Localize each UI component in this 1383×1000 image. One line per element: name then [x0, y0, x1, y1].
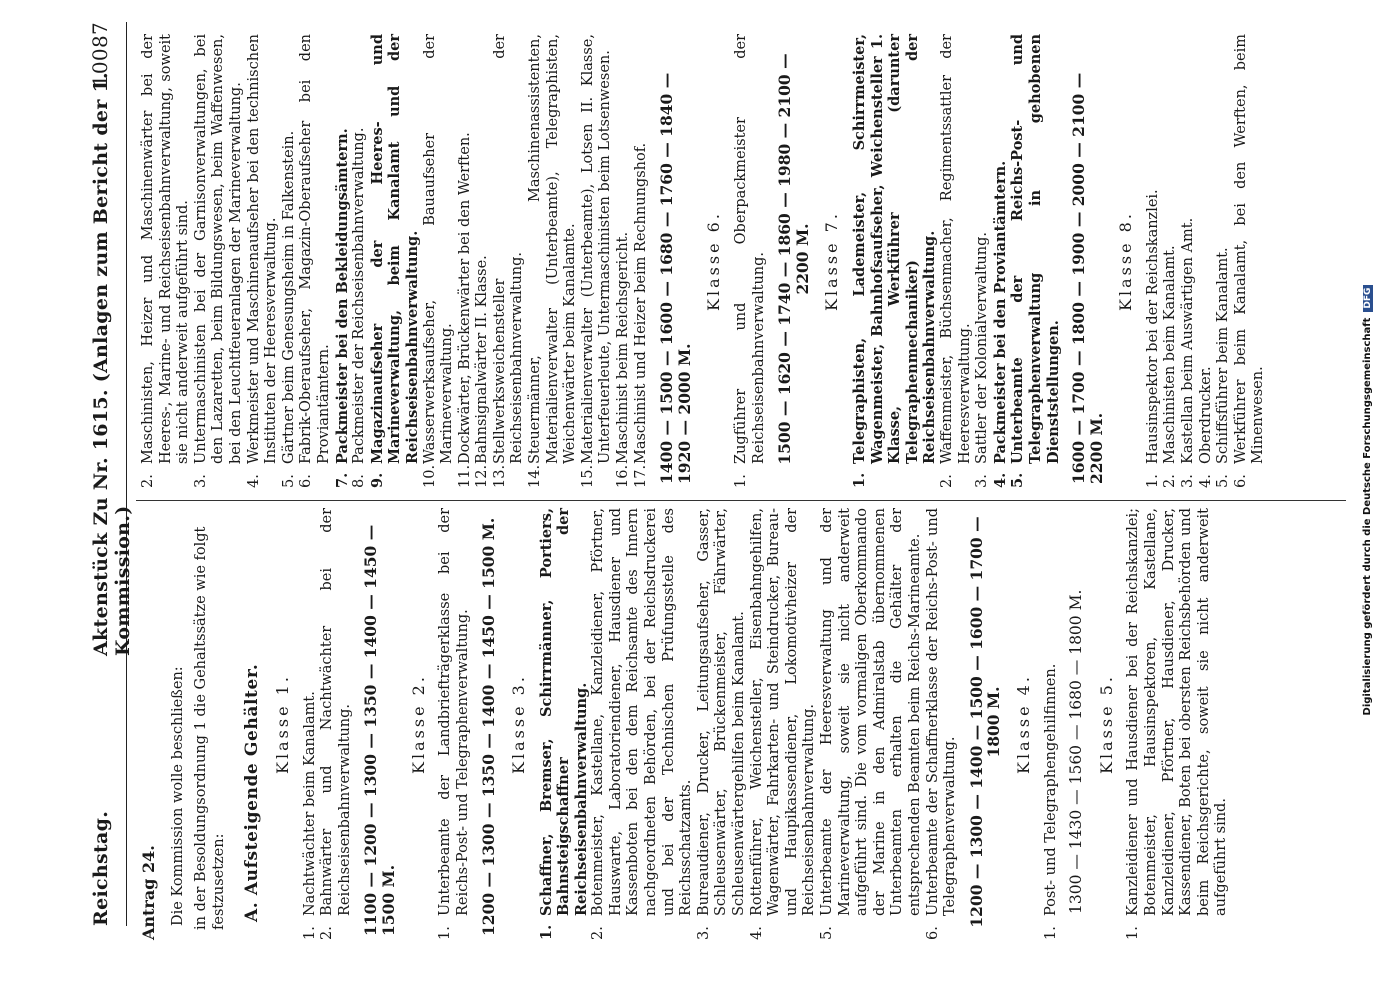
- list-item: 14. Steuermänner, Maschinenassistenten, Materialienverwalter (Unterbeamte), Telegraphisten, Weichenwärter beim Kanalamte.: [527, 34, 579, 488]
- list-item: 1. Zugführer und Oberpackmeister der Reichseisenbahnverwaltung.: [733, 34, 767, 488]
- column-divider: [136, 500, 1346, 501]
- list-item: 6. Werkführer beim Kanalamt, bei den Werften, beim Minenwesen.: [1232, 34, 1267, 488]
- dfg-logo: DFG: [1363, 285, 1373, 312]
- list-item: 15. Materialienverwalter (Unterbeamte), Lotsen II. Klasse, Unterfeuerleute, Untermaschinisten beim Lotsenwesen.: [579, 34, 614, 488]
- klasse-heading: Klasse 4.: [1013, 674, 1033, 774]
- list-item: 3. Untermaschinisten bei der Garnisonverwaltungen, bei den Lazaretten, beim Bildungswesen, beim Waffenwesen, bei den Leuchtfeueranlagen der Marineverwaltung.: [192, 34, 244, 488]
- list-item: 11. Dockwärter, Brückenwärter bei den Werften.: [456, 132, 473, 488]
- klasse-heading: Klasse 2.: [408, 674, 428, 774]
- list-item: 3. Bureaudiener, Drucker, Leitungsaufseher, Gasser, Schleusenwärter, Brückenmeister, Fährwärter, Schleusenwärtergehilfen beim Kanalamt.: [695, 508, 748, 940]
- klasse-heading: Klasse 1.: [272, 674, 292, 774]
- salary-scale: 1600 — 1700 — 1800 — 1900 — 2000 — 2100 — 2200 M.: [1069, 72, 1106, 484]
- page-header: [82, 22, 134, 926]
- list-item: 2. Bahnwärter und Nachtwächter bei der Reichseisenbahnverwaltung.: [319, 508, 353, 940]
- klasse-heading: Klasse 5.: [1096, 674, 1116, 774]
- list-item: 9. Magazinaufseher der Heeres- und Marineverwaltung, beim Kanalamt und der Reichseisenbahnverwaltung.: [368, 34, 421, 488]
- list-item: 1. Post- und Telegraphengehilfinnen.: [1042, 663, 1059, 940]
- salary-scale: 1200 — 1300 — 1400 — 1500 — 1600 — 1700 — 1800 M.: [966, 516, 1004, 928]
- list-item: 1. Nachtwächter beim Kanalamt.: [301, 691, 318, 940]
- klasse-heading: Klasse 3.: [508, 674, 528, 774]
- header-left: Reichstag.: [90, 810, 112, 926]
- list-item: 17. Maschinist und Heizer beim Rechnungshof.: [632, 142, 649, 488]
- list-item: 12. Bahnsignalwärter II. Klasse.: [474, 255, 491, 488]
- list-item: 4. Oberdrucker.: [1197, 366, 1214, 488]
- antrag-heading: Antrag 24.: [139, 845, 158, 940]
- list-item: 8. Packmeister der Reichseisenbahnverwaltung.: [351, 127, 368, 488]
- list-item: 2. Waffenmeister, Büchsenmacher, Regimentssattler der Heeresverwaltung.: [938, 34, 973, 488]
- section-heading: A. Aufsteigende Gehälter.: [242, 663, 263, 922]
- salary-scale: 1200 — 1300 — 1350 — 1400 — 1450 — 1500 M.: [479, 517, 499, 936]
- klasse-8-list: [1145, 34, 1268, 488]
- klasse-heading: Klasse 6.: [704, 211, 724, 311]
- list-item: 5. Unterbeamte der Heeresverwaltung und der Marineverwaltung, soweit sie nicht anderweit aufgeführt sind. Die vom vormaligen Oberkommando der Marine in den Admiralstab übernommenen Unterbeamten erhalten die Gehälter der entsprechenden Beamten beim Reichs-Marineamte.: [819, 508, 923, 940]
- right-column: [140, 34, 1268, 488]
- list-item: 1. Kanzleidiener und Hausdiener bei der Reichskanzlei; Botenmeister, Hausinspektoren, Kastellane, Kanzleidiener, Pförtner, Hausdiener, Drucker, Kassendiener, Boten bei obersten Reichsbehörden und beim Reichsgerichte, soweit sie nicht anderweit aufgeführt sind.: [1125, 508, 1230, 940]
- list-item: 6. Fabrik-Oberaufseher, Magazin-Oberaufseher bei den Proviantämtern.: [298, 34, 332, 488]
- list-item: 4. Packmeister bei den Proviantämtern.: [991, 160, 1009, 488]
- list-item: 10. Wasserwerksaufseher, Bauaufseher der Marineverwaltung.: [421, 34, 456, 488]
- klasse-7-list: [851, 34, 1062, 488]
- continued-list: [140, 34, 650, 488]
- page-number: 10087: [88, 22, 112, 88]
- list-item: 2. Maschinisten beim Kanalamt.: [1162, 245, 1179, 488]
- list-item: 3. Sattler der Kolonialverwaltung.: [974, 232, 991, 488]
- salary-scale: 1500 — 1620 — 1740 — 1860 — 1980 — 2100 — 2200 M.: [775, 53, 812, 465]
- list-item: 4. Rottenführer, Weichensteller, Eisenbahngehilfen, Wagenwärter, Fahrkarten- und Steindrucker, Bureau- und Haupikassendiener, Lokomotivheizer der Reichseisenbahnverwaltung.: [748, 508, 818, 940]
- list-item: 1. Hausinspektor bei der Reichskanzlei.: [1144, 189, 1161, 488]
- intro-text: Die Kommission wolle beschließen:: [169, 666, 186, 926]
- list-item: 2. Botenmeister, Kastellane, Kanzleidiener, Pförtner, Hauswarte, Laboratoriendiener, Hausdiener und Kassenboten bei den dem Reichsamte des Innern nachgeordneten Behörden, bei der Reichsdruckerei und bei der Technischen Prüfungsstelle des Reichsschatzamts.: [590, 508, 695, 940]
- intro-text-2: in der Besoldungsordnung 1 die Gehaltssätze wie folgt festzusetzen:: [193, 526, 227, 930]
- salary-scale: 1400 — 1500 — 1600 — 1680 — 1760 — 1840 — 1920 — 2000 M.: [657, 72, 694, 484]
- digitization-credit: Digitalisierung gefördert durch die Deutsche ForschungsgemeinschaftDFG: [1362, 0, 1373, 1000]
- list-item: 4. Werkmeister und Maschinenaufseher bei den technischen Instituten der Heeresverwaltung.: [245, 34, 280, 488]
- list-item: 1. Schaffner, Bremser, Schirrmänner, Portiers, Bahnsteigschaffner der Reichseisenbahnverwaltung.: [537, 508, 590, 940]
- header-title: Aktenstück Zu Nr. 1615. (Anlagen zum Bericht der 1. Kommission.): [90, 72, 134, 656]
- left-column: [140, 508, 1231, 940]
- salary-scale: 1100 — 1200 — 1300 — 1350 — 1400 — 1450 — 1500 M.: [361, 524, 398, 936]
- list-item: 7. Packmeister bei den Bekleidungsämtern.: [333, 128, 351, 488]
- salary-scale: 1300 — 1430 — 1560 — 1680 — 1800 M.: [1067, 589, 1086, 914]
- list-item: 5. Schiffsführer beim Kanalamt.: [1215, 247, 1232, 488]
- list-item: 5. Unterbeamte der Reichs-Post- und Telegraphenverwaltung in gehobenen Dienststellungen.: [1009, 34, 1062, 488]
- list-item: 6. Unterbeamte der Schaffnerklasse der Reichs-Post- und Telegraphenverwaltung.: [924, 508, 959, 940]
- list-item: 16. Maschinist beim Reichsgericht.: [615, 231, 632, 488]
- klasse-heading: Klasse 7.: [822, 211, 842, 311]
- list-item: 1. Unterbeamte der Landbriefträgerklasse bei der Reichs-Post- und Telegraphenverwaltung.: [437, 508, 471, 940]
- list-item: 13. Stellwerksweichensteller der Reichseisenbahnverwaltung.: [491, 34, 526, 488]
- list-item: 1. Telegraphisten, Lademeister, Schirrmeister, Wagenmeister, Bahnhofsaufseher, Weichensteller 1. Klasse, Werkführer (darunter Telegraphenmechaniker) der Reichseisenbahnverwaltung.: [850, 34, 939, 488]
- klasse-heading: Klasse 8.: [1116, 211, 1136, 311]
- list-item: 2. Maschinisten, Heizer und Maschinenwärter bei der Heeres-, Marine- und Reichseisenbahnverwaltung, soweit sie nicht anderweit aufgeführt sind.: [140, 34, 192, 488]
- list-item: 5. Gärtner beim Genesungsheim in Falkenstein.: [280, 130, 297, 488]
- list-item: 3. Kastellan beim Auswärtigen Amt.: [1180, 217, 1197, 488]
